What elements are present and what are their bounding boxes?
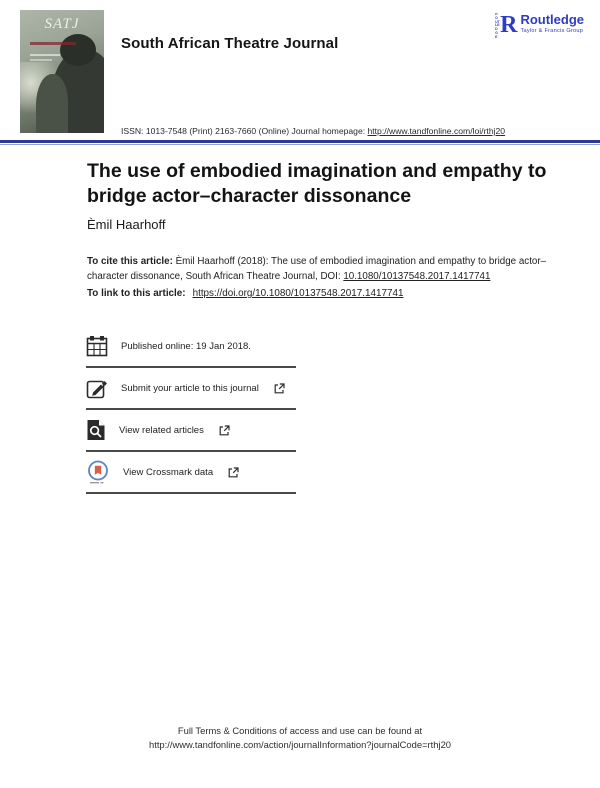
cite-label: To cite this article: — [87, 256, 173, 267]
submit-article-label[interactable]: Submit your article to this journal — [121, 382, 259, 394]
crossmark-row[interactable] — [86, 452, 296, 494]
article-title: The use of embodied imagination and empathy to bridge actor–character dissonance — [87, 160, 547, 207]
routledge-monogram — [495, 13, 517, 40]
terms-footer-line1: Full Terms & Conditions of access and use can be found at — [177, 725, 423, 736]
publisher-name: Routledge — [520, 12, 584, 27]
routledge-r-letter: R — [500, 12, 518, 38]
citation-block — [87, 255, 562, 284]
external-link-icon — [219, 425, 230, 436]
cover-art-figure-head — [60, 34, 96, 66]
cover-journal-acronym: SATJ — [44, 16, 80, 32]
routledge-logo-text — [520, 13, 584, 34]
issn-text: ISSN: 1013-7548 (Print) 2163-7660 (Online) Journal homepage: — [121, 126, 368, 136]
cover-art-second-figure — [36, 74, 68, 133]
journal-homepage-link[interactable]: http://www.tandfonline.com/loi/rthj20 — [367, 126, 506, 136]
cover-caption-bar — [30, 59, 52, 61]
issn-line — [121, 126, 505, 136]
external-link-icon — [274, 383, 285, 394]
article-actions-list — [86, 326, 296, 494]
article-author: Èmil Haarhoff — [87, 217, 166, 232]
journal-title: South African Theatre Journal — [121, 35, 339, 52]
crossmark-icon — [86, 460, 110, 485]
routledge-monogram-strip: ROUTLEDGE — [495, 13, 500, 39]
cover-caption-bar — [30, 42, 76, 45]
submit-icon — [86, 377, 108, 399]
routledge-logo — [495, 13, 584, 40]
link-label: To link to this article: — [87, 288, 186, 299]
crossmark-label[interactable]: View Crossmark data — [123, 466, 214, 478]
calendar-icon — [86, 335, 108, 357]
terms-footer — [0, 724, 600, 751]
header-divider — [0, 140, 600, 145]
cite-doi-link[interactable]: 10.1080/10137548.2017.1417741 — [343, 270, 491, 282]
journal-cover-thumbnail — [20, 10, 104, 133]
external-link-icon — [228, 467, 239, 478]
cover-caption-bar — [30, 54, 60, 56]
related-articles-row[interactable] — [86, 410, 296, 452]
published-online-row — [86, 326, 296, 368]
related-articles-icon — [86, 419, 106, 441]
link-block — [87, 288, 562, 299]
article-doi-link[interactable]: https://doi.org/10.1080/10137548.2017.1417741 — [192, 288, 404, 299]
cite-text: Èmil Haarhoff (2018): The use of embodied imagination and empathy to bridge actor–character dissonance, South African Theatre Journal, DOI: — [87, 256, 547, 282]
submit-article-row[interactable] — [86, 368, 296, 410]
published-online-label: Published online: 19 Jan 2018. — [121, 340, 251, 352]
related-articles-label[interactable]: View related articles — [119, 424, 204, 436]
publisher-tagline: Taylor & Francis Group — [520, 28, 584, 34]
terms-footer-url: http://www.tandfonline.com/action/journalInformation?journalCode=rthj20 — [149, 738, 451, 750]
